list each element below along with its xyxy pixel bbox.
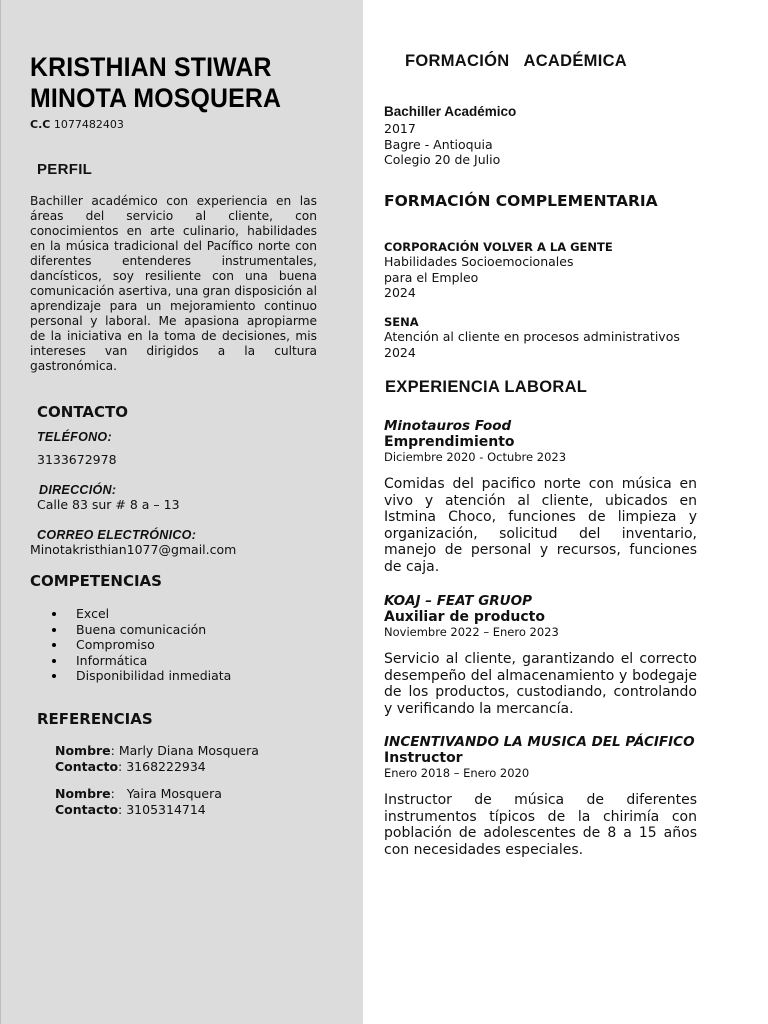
reference-entry xyxy=(55,743,259,774)
job-dates: Diciembre 2020 - Octubre 2023 xyxy=(384,450,567,464)
contacto-heading: CONTACTO xyxy=(37,403,128,421)
competencias-heading: COMPETENCIAS xyxy=(30,572,162,590)
job-company: INCENTIVANDO LA MUSICA DEL PÁCIFICO xyxy=(384,734,695,750)
perfil-text: Bachiller académico con experiencia en las áreas del servicio al cliente, con conocimientos en arte culinario, habilidades en la música tradicional del Pacífico norte con diferentes entenderes instrumentales, dancísticos, soy resiliente con una buena comunicación asertiva, una gran disposición al aprendizaje para un mejoramiento continuo personal y laboral. Me apasiona apropiarme de la iniciativa en la toma de decisiones, mis intereses van dirigidos a la cultura gastronómica. xyxy=(30,194,317,373)
email-value: Minotakristhian1077@gmail.com xyxy=(30,542,237,557)
id-number xyxy=(30,118,124,131)
ref-contact-label: Contacto xyxy=(55,758,119,774)
degree-place: Bagre - Antioquia xyxy=(384,137,493,152)
job-description: Comidas del pacifico norte con música en vivo y atención al cliente, ubicados en Istmina Choco, funciones de limpieza y organización, solicitud del inventario, manejo de personal y recursos, funciones de caja. xyxy=(384,476,697,575)
job-role: Emprendimiento xyxy=(384,434,515,450)
ref-contact-label: Contacto xyxy=(55,801,119,817)
full-name xyxy=(30,52,306,114)
course-year: 2024 xyxy=(384,344,416,360)
experiencia-heading: EXPERIENCIA LABORAL xyxy=(385,378,588,396)
job-role: Instructor xyxy=(384,750,463,766)
ref-name: : Marly Diana Mosquera xyxy=(110,743,259,758)
course-entry xyxy=(384,315,680,360)
course-line: Habilidades Socioemocionales xyxy=(384,254,574,269)
job-company: KOAJ – FEAT GRUOP xyxy=(384,593,533,609)
job-description: Servicio al cliente, garantizando el correcto desempeño del almacenamiento y bodegaje de los productos, custodiando, controlando y verificando la mercancía. xyxy=(384,651,697,717)
competencia-item: Disponibilidad inmediata xyxy=(52,668,231,684)
degree-year: 2017 xyxy=(384,121,416,136)
job-dates: Noviembre 2022 – Enero 2023 xyxy=(384,625,559,639)
ref-name-label: Nombre xyxy=(55,743,111,758)
job-dates: Enero 2018 – Enero 2020 xyxy=(384,766,530,780)
formacion-academica-heading: FORMACIÓN ACADÉMICA xyxy=(405,52,628,70)
competencia-item: Compromiso xyxy=(52,637,231,653)
ref-name-label: Nombre xyxy=(55,786,111,801)
degree: Bachiller Académico xyxy=(384,104,517,119)
job-entry xyxy=(384,593,697,717)
job-entry xyxy=(384,734,697,858)
competencias-list xyxy=(52,606,231,684)
competencia-item: Excel xyxy=(52,606,231,622)
job-entry xyxy=(384,418,697,575)
course-org: CORPORACIÓN VOLVER A LA GENTE xyxy=(384,240,613,254)
competencia-item: Informática xyxy=(52,653,231,669)
ref-contact: : 3105314714 xyxy=(118,801,206,817)
job-company: Minotauros Food xyxy=(384,418,512,434)
formacion-complementaria-heading: FORMACIÓN COMPLEMENTARIA xyxy=(384,192,658,210)
address-label: DIRECCIÓN: xyxy=(39,483,117,497)
address-value: Calle 83 sur # 8 a – 13 xyxy=(37,497,180,512)
course-line: para el Empleo xyxy=(384,269,479,285)
reference-entry xyxy=(55,786,222,817)
phone-label: TELÉFONO: xyxy=(37,430,112,444)
name-line-2: MINOTA MOSQUERA xyxy=(30,83,282,113)
email-label: CORREO ELECTRÓNICO: xyxy=(37,528,197,542)
perfil-heading: PERFIL xyxy=(37,161,93,178)
sidebar-panel xyxy=(0,0,363,1024)
course-entry xyxy=(384,240,613,301)
job-description: Instructor de música de diferentes instrumentos típicos de la chirimía con población de adolescentes de 8 a 15 años con necesidades especiales. xyxy=(384,792,697,858)
competencia-item: Buena comunicación xyxy=(52,622,231,638)
id-label: C.C xyxy=(30,118,51,131)
course-line: Atención al cliente en procesos administrativos xyxy=(384,329,680,344)
ref-contact: : 3168222934 xyxy=(118,758,206,774)
ref-name: : Yaira Mosquera xyxy=(110,786,222,801)
course-year: 2024 xyxy=(384,285,416,300)
phone-value: 3133672978 xyxy=(37,452,117,467)
course-org: SENA xyxy=(384,315,419,329)
name-line-1: KRISTHIAN STIWAR xyxy=(30,52,272,82)
job-role: Auxiliar de producto xyxy=(384,609,545,625)
degree-school: Colegio 20 de Julio xyxy=(384,152,501,167)
id-value: 1077482403 xyxy=(53,118,124,131)
referencias-heading: REFERENCIAS xyxy=(37,710,153,728)
